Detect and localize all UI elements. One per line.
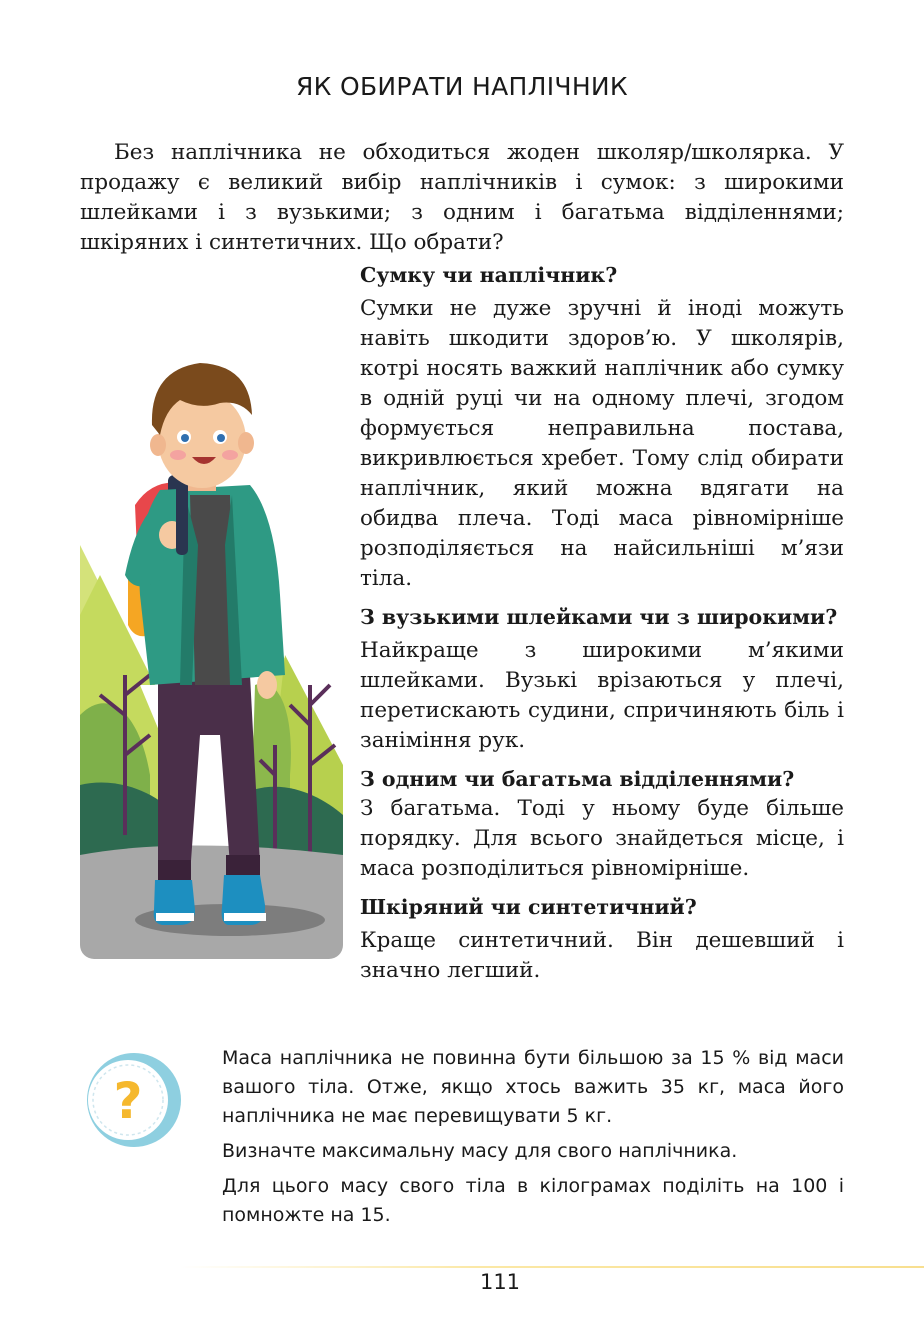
intro-paragraph: Без наплічника не обходиться жоден школяр/школярка. У продажу є великий вибір наплічників і сумок: з широкими шлейками і з вузькими; з одним і багатьма відділеннями; шкіряних і синтетичних. Що обрати? [80,140,844,255]
question-box-text [222,1044,844,1236]
page-number: 111 [479,1270,521,1294]
section-text: З багатьма. Тоді у ньому буде більше порядку. Для всього знайдеться місце, і маса розподілиться рівномірніше. [360,796,844,881]
section-text: Краще синтетичний. Він дешевший і значно легший. [360,928,844,983]
section-heading: Сумку чи наплічник? [360,263,618,287]
question-paragraph: Маса наплічника не повинна бути більшою за 15 % від маси вашого тіла. Отже, якщо хтось важить 35 кг, маса його наплічника не має перевищувати 5 кг. [222,1047,844,1127]
svg-text:?: ? [113,1072,143,1130]
section-text: Найкраще з широкими м’якими шлейками. Вузькі врізаються у плечі, перетискають судини, спричиняють біль і заніміння рук. [360,638,844,753]
qa-column [360,260,844,994]
question-paragraph: Визначте максимальну масу для свого наплічника. [222,1140,738,1162]
boy-with-backpack-illustration [80,355,343,959]
section-heading: З вузькими шлейками чи з широкими? [360,605,838,629]
question-mark-icon [84,1050,184,1150]
section-text: Сумки не дуже зручні й іноді можуть навіть шкодити здоров’ю. У школярів, котрі носять важкий наплічник або сумку в одній руці чи на одному плечі, згодом формується неправильна постава, викривлюється хребет. Тому слід обирати наплічник, який можна вдягати на обидва плеча. Тоді маса рівномірніше розподіляється на найсильніші м’язи тіла. [360,296,844,591]
section-heading: Шкіряний чи синтетичний? [360,895,697,919]
section-heading: З одним чи багатьма відділеннями? [360,767,795,791]
question-paragraph: Для цього масу свого тіла в кілограмах поділіть на 100 і помножте на 15. [222,1175,844,1226]
page-title: ЯК ОБИРАТИ НАПЛІЧНИК [296,72,628,101]
footer-divider [180,1266,924,1268]
